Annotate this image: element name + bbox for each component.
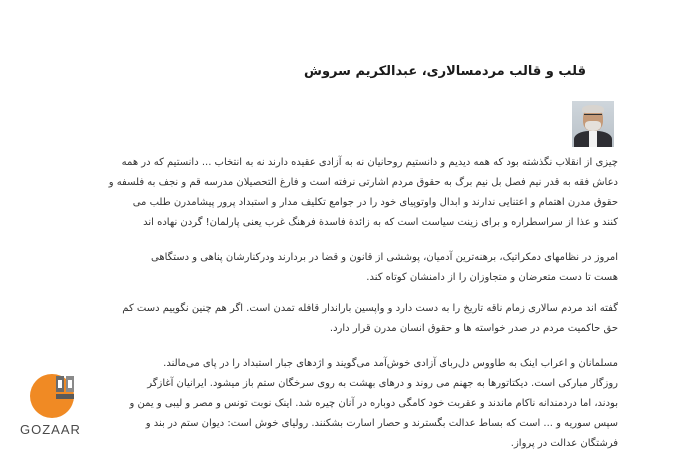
article-paragraph-4 (80, 355, 618, 455)
article-paragraph-3 (80, 300, 618, 340)
logo-wordmark: GOZAAR (20, 422, 81, 437)
paragraph-line: گفته اند مردم سالاری زمام ناقه تاریخ را به دست دارد و واپسین باراندار قافله تمدن است. اگر هم چنین نگوییم دست کم (122, 303, 618, 314)
author-photo (572, 101, 614, 147)
gozaar-logo-icon (50, 372, 86, 408)
paragraph-line: حقوق مدرن اهتمام و اعتنایی ندارند و ابدال واوتوپیای خود را در جوامع تکلیف مدار و استبداد پرور پیشامدرن طلب می (132, 197, 618, 208)
gozaar-logo[interactable] (18, 372, 98, 447)
paragraph-line: دعاش فقه به قدر نیم فصل بل نیم برگ به حقوق مردم اشارتی نرفته است و فارغ التحصیلان مدرسه قم و نجف به فلسفه و (108, 177, 618, 188)
paragraph-line: روزگار مبارکی است. دیکتاتورها به جهنم می روند و درهای بهشت به روی سرخگان ستم باز میشود. ایرانیان آغازگر (147, 378, 618, 389)
paragraph-line: امروز در نظامهای دمکراتیک، برهنه‌ترین آدمیان، پوششی از قانون و قضا در بردارند ودرکنارشان پناهی و دستگاهی (151, 252, 618, 263)
paragraph-line: حق حاکمیت مردم در صدر خواسته ها و حقوق انسان مدرن قرار دارد. (329, 323, 618, 334)
paragraph-line: چیزی از انقلاب نگذشته بود که همه دیدیم و دانستیم روحانیان نه به آزادی عقیده دارند نه به انتخاب ... دانستیم که در همه (121, 157, 618, 168)
article-title: قلب و قالب مردمسالاری، عبدالکریم سروش (304, 64, 586, 79)
paragraph-line: فرشتگان عدالت در پرواز. (510, 438, 618, 449)
article-paragraph-1 (80, 154, 618, 234)
article-paragraph-2 (80, 249, 618, 289)
paragraph-line: مسلمانان و اعراب اینک به طاووس دل‌ربای آزادی خوش‌آمد می‌گویند و اژدهای جبار استبداد را در پای می‌مالند. (163, 358, 618, 369)
paragraph-line: سپس سوریه و ... است که بساط عدالت بگسترند و حصار اسارت بشکنند. رولیای خوش است: دیوان ستم در بند و (145, 418, 618, 429)
paragraph-line: هست تا دست متعرضان و متجاوزان را از دامنشان کوتاه کند. (366, 272, 618, 283)
paragraph-line: بودند، اما دردمندانه ناکام ماندند و عقربت خود کامگی دوباره در آنان چیره شد. اینک نوبت تونس و مصر و لیبی و یمن و (129, 398, 618, 409)
paragraph-line: کنند و عذا از سراسطراره و برای زینت سیاست است که به زائدة فاسدة فرهنگ غرب یعنی پارلمان! گردن نهاده اند (143, 217, 618, 228)
